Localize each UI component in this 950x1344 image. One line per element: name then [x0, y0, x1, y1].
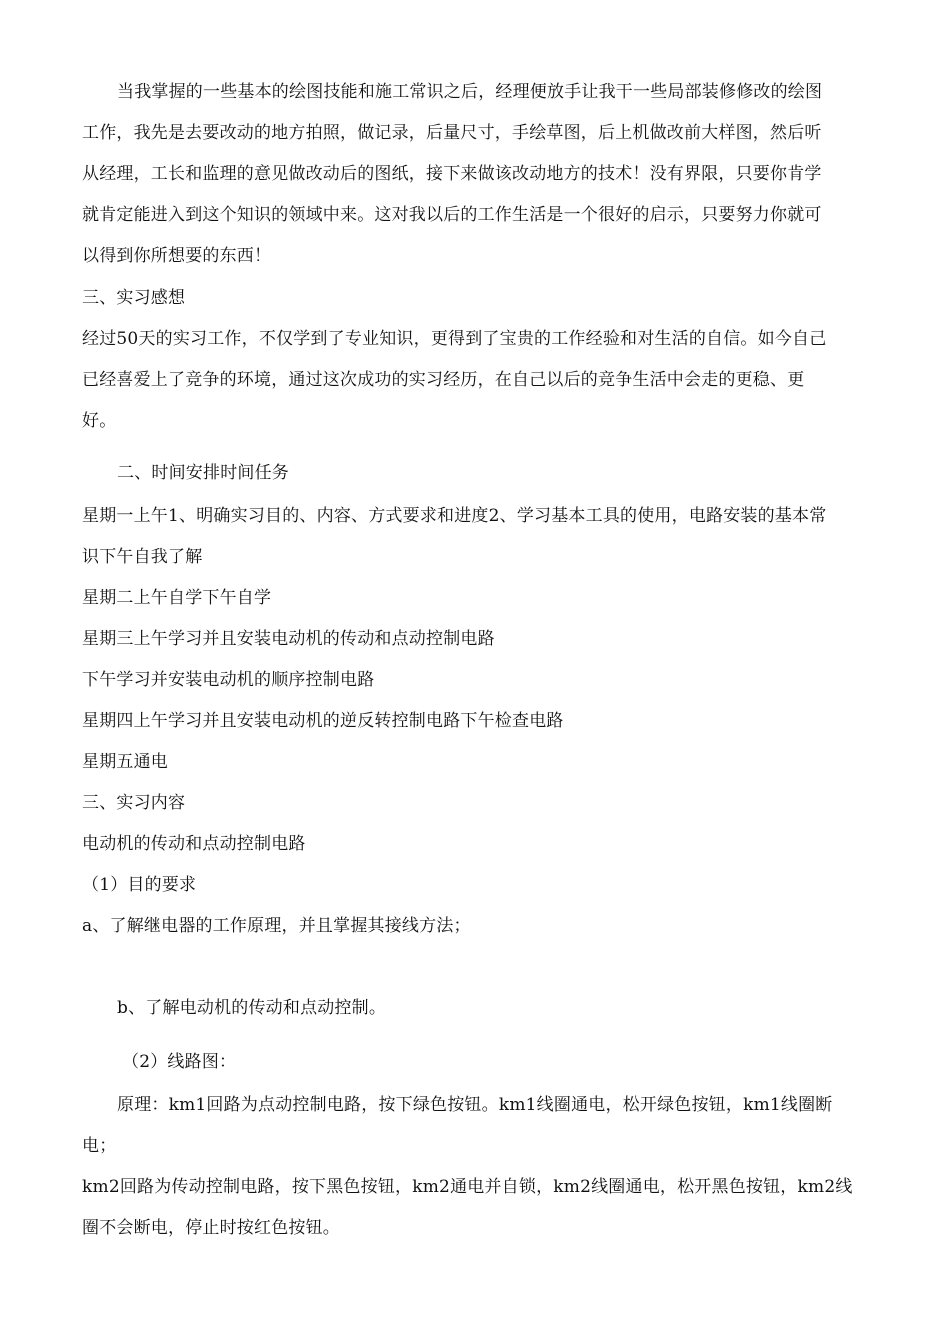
- paragraph-line: 圈不会断电，停止时按红色按钮。: [82, 1218, 340, 1238]
- paragraph-line: 已经喜爱上了竞争的环境，通过这次成功的实习经历，在自己以后的竞争生活中会走的更稳、更: [82, 370, 805, 390]
- schedule-line: 星期一上午1、明确实习目的、内容、方式要求和进度2、学习基本工具的使用，电路安装的基本常: [82, 506, 827, 526]
- schedule-line: 星期五通电: [82, 752, 168, 772]
- list-item: b、了解电动机的传动和点动控制。: [117, 998, 387, 1018]
- paragraph-line: 以得到你所想要的东西！: [82, 246, 272, 266]
- paragraph-line: 电；: [82, 1136, 117, 1156]
- list-item: （1）目的要求: [82, 875, 197, 895]
- section-heading: 二、时间安排时间任务: [117, 463, 289, 483]
- schedule-line: 星期四上午学习并且安装电动机的逆反转控制电路下午检查电路: [82, 711, 564, 731]
- list-item: a、了解继电器的工作原理，并且掌握其接线方法；: [82, 916, 471, 936]
- schedule-line: 星期三上午学习并且安装电动机的传动和点动控制电路: [82, 629, 495, 649]
- paragraph-line: 当我掌握的一些基本的绘图技能和施工常识之后，经理便放手让我干一些局部装修修改的绘图: [117, 82, 823, 102]
- paragraph-line: 原理：km1回路为点动控制电路，按下绿色按钮。km1线圈通电，松开绿色按钮，km1线圈断: [117, 1095, 833, 1115]
- paragraph-line: 就肯定能进入到这个知识的领域中来。这对我以后的工作生活是一个很好的启示，只要努力你就可: [82, 205, 822, 225]
- paragraph-line: 好。: [82, 411, 117, 431]
- sub-heading: 电动机的传动和点动控制电路: [82, 834, 306, 854]
- section-heading: 三、实习感想: [82, 288, 186, 308]
- paragraph-line: km2回路为传动控制电路，按下黑色按钮，km2通电并自锁，km2线圈通电，松开黑色按钮，km2线: [82, 1177, 853, 1197]
- schedule-line: 识下午自我了解: [82, 547, 203, 567]
- list-item: （2）线路图：: [122, 1052, 237, 1072]
- schedule-line: 星期二上午自学下午自学: [82, 588, 272, 608]
- paragraph-line: 经过50天的实习工作，不仅学到了专业知识，更得到了宝贵的工作经验和对生活的自信。如今自己: [82, 329, 827, 349]
- schedule-line: 下午学习并安装电动机的顺序控制电路: [82, 670, 375, 690]
- section-heading: 三、实习内容: [82, 793, 186, 813]
- paragraph-line: 工作，我先是去要改动的地方拍照，做记录，后量尺寸，手绘草图，后上机做改前大样图，然后听: [82, 123, 822, 143]
- paragraph-line: 从经理，工长和监理的意见做改动后的图纸，接下来做该改动地方的技术！没有界限，只要你肯学: [82, 164, 822, 184]
